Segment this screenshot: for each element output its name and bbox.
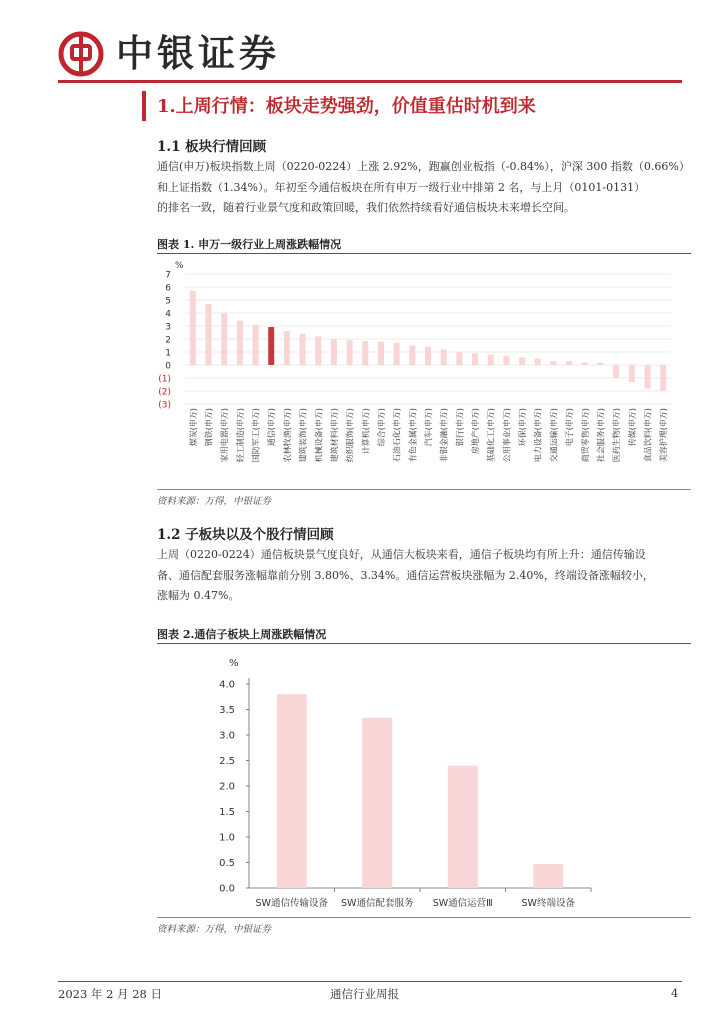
y-tick-label: 2: [165, 335, 171, 346]
x-tick-label: 综合(申万): [376, 408, 386, 447]
figure-1-top-rule: [157, 253, 691, 254]
bar: [315, 336, 321, 365]
x-tick-label: 轻工制造(申万): [235, 408, 245, 463]
section-title: 1.上周行情：板块走势强劲，价值重估时机到来: [157, 96, 536, 117]
y-tick-label: 4.0: [219, 679, 235, 691]
bar: [472, 353, 478, 365]
x-tick-label: 煤炭(申万): [188, 408, 198, 447]
section-marker: [142, 91, 146, 121]
y-axis-unit: %: [175, 261, 184, 271]
y-tick-label: 0.0: [219, 883, 235, 895]
bar: [550, 361, 556, 365]
y-tick-label: 6: [165, 283, 171, 294]
x-tick-label: 钢铁(申万): [204, 408, 214, 447]
x-tick-label: 建筑装饰(申万): [298, 408, 308, 463]
boc-logo-icon: [58, 31, 104, 77]
footer-rule: [58, 981, 682, 982]
x-tick-label: 房地产(申万): [471, 408, 481, 455]
figure-2-source: 资料来源：万得，中银证券: [157, 924, 272, 935]
brand-name: 中银证券: [116, 31, 280, 75]
y-tick-label: 0: [165, 361, 171, 372]
y-tick-label: (3): [158, 400, 171, 411]
paragraph-line: 的排名一致，随着行业景气度和政策回暖，我们依然持续看好通信板块未来增长空间。: [157, 201, 575, 214]
y-tick-label: 3.0: [219, 730, 235, 742]
figure-1-caption: 图表 1. 申万一级行业上周涨跌幅情况: [157, 238, 342, 251]
x-tick-label: 基础化工(申万): [486, 408, 496, 463]
bar: [206, 304, 212, 365]
figure-2-bottom-rule: [157, 917, 691, 918]
x-tick-label: 美容护理(申万): [659, 407, 669, 463]
x-tick-label: 环保(申万): [518, 408, 528, 447]
x-tick-label: 家用电器(申万): [220, 408, 230, 463]
x-tick-label: 计算机(申万): [361, 408, 371, 455]
x-tick-label: 国防军工(申万): [251, 408, 261, 463]
y-tick-label: 2.0: [219, 781, 235, 793]
y-tick-label: (1): [158, 374, 171, 385]
figure-1-bottom-rule: [157, 489, 691, 490]
x-tick-label: SW通信运营Ⅲ: [432, 898, 493, 909]
bar: [409, 346, 415, 366]
y-tick-label: 1: [165, 348, 171, 359]
x-tick-label: SW终端设备: [521, 898, 575, 909]
bar: [629, 365, 635, 382]
bar: [597, 362, 603, 365]
y-tick-label: 7: [165, 270, 171, 281]
bar: [300, 334, 306, 365]
bar: [378, 342, 384, 365]
x-tick-label: 商贸零售(申万): [580, 408, 590, 463]
bar: [613, 365, 619, 378]
y-tick-label: 5: [165, 296, 171, 307]
paragraph-1-1: [157, 157, 691, 219]
footer-page-number: 4: [671, 986, 679, 1000]
x-tick-label: 医药生物(申万): [612, 408, 622, 463]
bar: [660, 365, 666, 391]
x-tick-label: 通信(申万): [267, 408, 277, 447]
x-tick-label: 农林牧渔(申万): [282, 408, 292, 463]
paragraph-line: 通信(申万)板块指数上周（0220-0224）上涨 2.92%，跑赢创业板指（-0.84%），沪深 300 指数（0.66%）: [157, 160, 690, 173]
bar: [441, 349, 447, 365]
x-tick-label: 有色金属(申万): [408, 408, 418, 463]
y-tick-label: 3: [165, 322, 171, 333]
bar: [277, 694, 307, 888]
subsection-title-1-2: 1.2 子板块以及个股行情回顾: [157, 527, 334, 543]
paragraph-1-2: [157, 545, 691, 607]
bar: [519, 357, 525, 365]
y-axis-unit: %: [229, 658, 239, 669]
x-tick-label: 机械设备(申万): [314, 408, 324, 463]
y-tick-label: 3.5: [219, 705, 235, 716]
y-tick-label: 1.0: [219, 832, 235, 844]
footer-date: 2023 年 2 月 28 日: [58, 987, 162, 1001]
figure-1-source: 资料来源：万得，中银证券: [157, 496, 272, 507]
footer-report-title: 通信行业周报: [330, 987, 399, 1001]
bar: [362, 341, 368, 365]
bar: [394, 343, 400, 365]
x-tick-label: 电力设备(申万): [533, 408, 543, 463]
bar: [362, 718, 392, 888]
x-tick-label: 交通运输(申万): [549, 408, 559, 463]
bar: [566, 361, 572, 365]
bar: [268, 327, 274, 365]
y-tick-label: 2.5: [219, 756, 235, 767]
bar: [425, 347, 431, 365]
bar: [221, 313, 227, 365]
paragraph-line: 备、通信配套服务涨幅靠前分别 3.80%、3.34%。通信运营板块涨幅为 2.40%，终端设备涨幅较小，: [157, 568, 654, 582]
figure-2-top-rule: [157, 643, 691, 644]
bar: [190, 291, 196, 365]
bar: [331, 339, 337, 365]
bar: [347, 340, 353, 365]
x-tick-label: 建筑材料(申万): [329, 408, 339, 463]
bar: [533, 864, 563, 888]
bar: [535, 359, 541, 366]
bar: [448, 766, 478, 888]
bar: [284, 331, 290, 365]
bar: [237, 321, 243, 365]
paragraph-line: 涨幅为 0.47%。: [157, 589, 240, 602]
x-tick-label: 传媒(申万): [627, 408, 637, 447]
paragraph-line: 上周（0220-0224）通信板块景气度良好，从通信大板块来看，通信子板块均有所上升：通信传输设: [157, 548, 646, 561]
bar: [456, 352, 462, 365]
x-tick-label: 非银金融(申万): [439, 408, 449, 463]
y-tick-label: 1.5: [219, 807, 235, 818]
x-tick-label: SW通信配套服务: [341, 898, 414, 909]
y-tick-label: (2): [158, 387, 171, 398]
bar: [503, 356, 509, 365]
subsection-title-1-1: 1.1 板块行情回顾: [157, 139, 267, 155]
x-tick-label: 汽车(申万): [424, 408, 433, 447]
bar: [644, 365, 650, 388]
y-tick-label: 4: [165, 309, 171, 320]
bar: [253, 325, 259, 365]
header-rule: [58, 80, 682, 83]
x-tick-label: 电子(申万): [565, 408, 575, 447]
paragraph-line: 和上证指数（1.34%）。年初至今通信板块在所有申万一级行业中排第 2 名，与上月（0101-0131）: [157, 180, 646, 194]
x-tick-label: 石油石化(申万): [392, 408, 402, 463]
subsector-change-chart: [157, 646, 691, 916]
x-tick-label: 纺织服饰(申万): [345, 408, 355, 463]
x-tick-label: 社会服务(申万): [596, 408, 606, 463]
x-tick-label: 银行(申万): [455, 408, 465, 447]
bar: [488, 355, 494, 365]
bar: [582, 362, 588, 365]
y-tick-label: 0.5: [219, 858, 235, 869]
x-tick-label: 公用事业(申万): [502, 408, 512, 463]
figure-2-caption: 图表 2.通信子板块上周涨跌幅情况: [157, 628, 327, 641]
industry-change-chart: [157, 256, 691, 488]
x-tick-label: 食品饮料(申万): [643, 408, 653, 463]
x-tick-label: SW通信传输设备: [255, 898, 328, 909]
